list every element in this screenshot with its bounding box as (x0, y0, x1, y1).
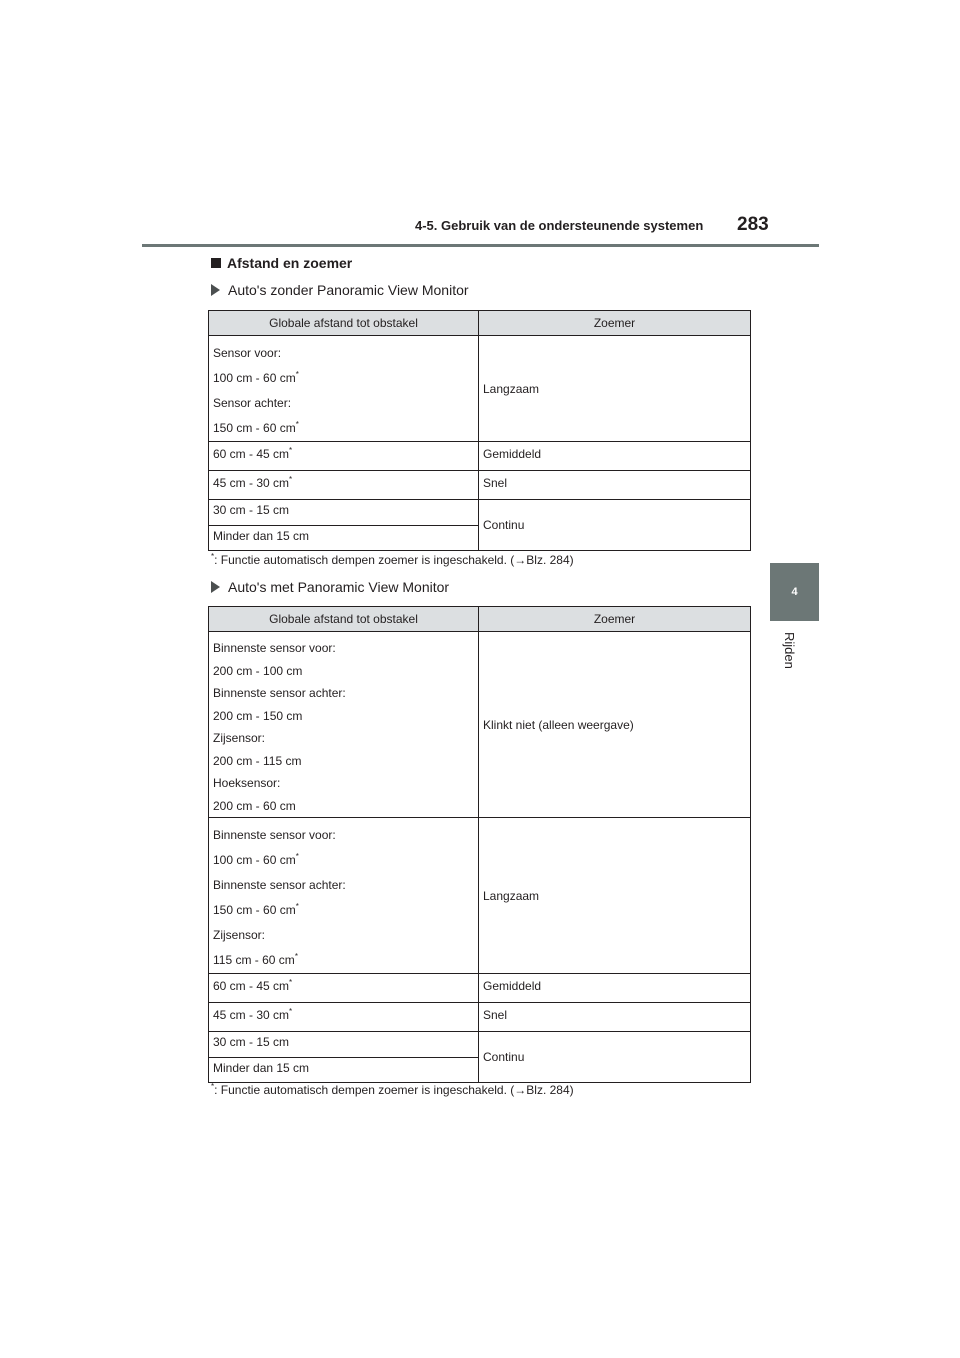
section-header-title: 4-5. Gebruik van de ondersteunende systemen (415, 218, 704, 233)
distance-cell (209, 818, 479, 974)
header-divider (142, 244, 819, 247)
table-row (209, 974, 751, 1003)
table-row (209, 1003, 751, 1032)
buzzer-cell: Gemiddeld (479, 442, 751, 471)
distance-cell: Minder dan 15 cm (209, 1058, 479, 1083)
buzzer-cell: Snel (479, 1003, 751, 1032)
chapter-tab (770, 563, 819, 621)
column-header-buzzer: Zoemer (479, 607, 751, 632)
buzzer-cell: Langzaam (479, 336, 751, 442)
distance-line: 200 cm - 115 cm (213, 753, 302, 768)
distance-line: Zijsensor: (213, 731, 266, 745)
distance-line: 150 cm - 60 cm* (213, 902, 299, 917)
subheading-with-pvm (211, 579, 449, 595)
table-row (209, 442, 751, 471)
table-row (209, 500, 751, 526)
table-row (209, 1032, 751, 1058)
chapter-label: Rijden (782, 632, 797, 669)
distance-cell (209, 632, 479, 818)
table-header-row (209, 607, 751, 632)
distance-cell: 60 cm - 45 cm* (209, 974, 479, 1003)
table-header-row (209, 311, 751, 336)
column-header-buzzer: Zoemer (479, 311, 751, 336)
column-header-distance: Globale afstand tot obstakel (209, 607, 479, 632)
section-title (211, 255, 352, 271)
distance-cell: 30 cm - 15 cm (209, 500, 479, 526)
column-header-distance: Globale afstand tot obstakel (209, 311, 479, 336)
table-row (209, 632, 751, 818)
page-number: 283 (737, 214, 769, 235)
buzzer-cell: Continu (479, 500, 751, 551)
buzzer-cell: Continu (479, 1032, 751, 1083)
buzzer-cell: Gemiddeld (479, 974, 751, 1003)
buzzer-cell: Snel (479, 471, 751, 500)
distance-line: Binnenste sensor voor: (213, 828, 336, 842)
table-row (209, 818, 751, 974)
distance-line: Binnenste sensor voor: (213, 641, 336, 655)
distance-table-with-pvm (208, 606, 751, 1083)
distance-cell: 45 cm - 30 cm* (209, 471, 479, 500)
buzzer-cell: Langzaam (479, 818, 751, 974)
buzzer-cell: Klinkt niet (alleen weergave) (479, 632, 751, 818)
footnote: *: Functie automatisch dempen zoemer is ingeschakeld. (→Blz. 284) (211, 1082, 574, 1097)
subheading-text: Auto's zonder Panoramic View Monitor (228, 282, 469, 298)
distance-line: 100 cm - 60 cm* (213, 370, 299, 385)
distance-line: Zijsensor: (213, 928, 266, 942)
triangle-bullet-icon (211, 581, 220, 593)
triangle-bullet-icon (211, 284, 220, 296)
distance-cell: 60 cm - 45 cm* (209, 442, 479, 471)
distance-cell (209, 336, 479, 442)
section-title-text: Afstand en zoemer (227, 255, 353, 271)
footnote: *: Functie automatisch dempen zoemer is ingeschakeld. (→Blz. 284) (211, 552, 574, 567)
distance-line: 115 cm - 60 cm* (213, 952, 298, 967)
distance-line: Binnenste sensor achter: (213, 878, 346, 892)
square-bullet-icon (211, 258, 221, 268)
distance-table-without-pvm (208, 310, 751, 551)
distance-line: 200 cm - 100 cm (213, 663, 303, 678)
chapter-number: 4 (791, 586, 798, 598)
table-row (209, 471, 751, 500)
distance-line: 100 cm - 60 cm* (213, 852, 299, 867)
distance-line: 200 cm - 150 cm (213, 708, 303, 723)
subheading-text: Auto's met Panoramic View Monitor (228, 579, 450, 595)
subheading-without-pvm (211, 282, 469, 298)
distance-line: Hoeksensor: (213, 776, 281, 790)
distance-line: Sensor voor: (213, 346, 282, 360)
table-row (209, 336, 751, 442)
distance-cell: Minder dan 15 cm (209, 526, 479, 551)
distance-line: 150 cm - 60 cm* (213, 420, 299, 435)
distance-line: 200 cm - 60 cm (213, 798, 296, 813)
distance-line: Binnenste sensor achter: (213, 686, 346, 700)
distance-cell: 30 cm - 15 cm (209, 1032, 479, 1058)
distance-line: Sensor achter: (213, 396, 292, 410)
distance-cell: 45 cm - 30 cm* (209, 1003, 479, 1032)
